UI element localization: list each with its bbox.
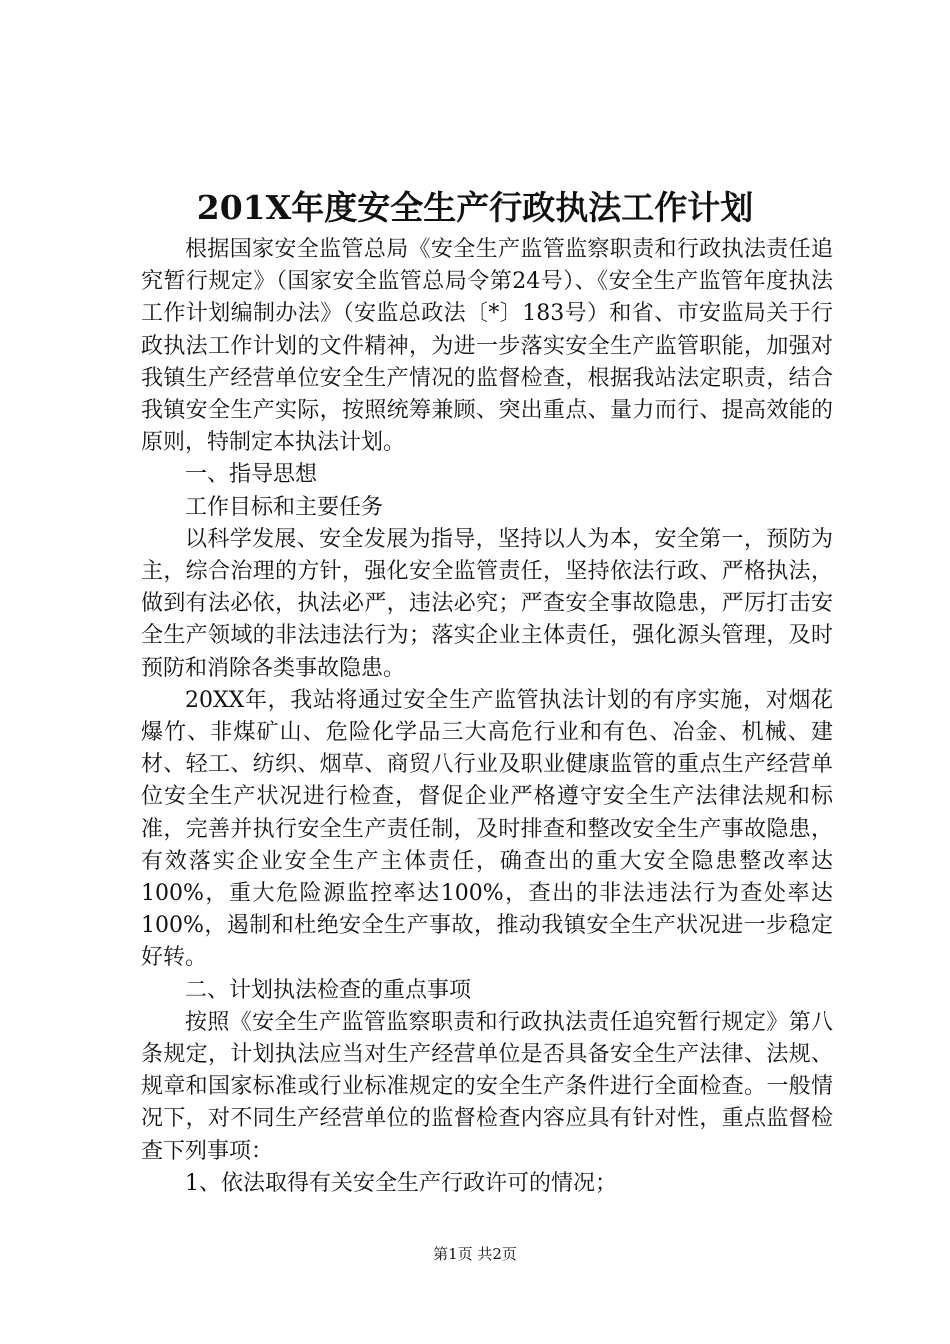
list-item-1: 1、依法取得有关安全生产行政许可的情况； bbox=[185, 1170, 617, 1196]
heading-guiding-ideology: 一、指导思想 bbox=[185, 462, 318, 488]
page-footer: 第1页 共2页 bbox=[433, 1245, 517, 1263]
paragraph-guidance: 以科学发展、安全发展为指导，坚持以人为本，安全第一，预防为主，综合治理的方针，强化安全监管责任，坚持依法行政、严格执法，做到有法必依，执法必严，违法必究；严查安全事故隐患，严厉打击安全生产领域的非法违法行为；落实企业主体责任，强化源头管理，及时预防和消除各类事故隐患。 bbox=[141, 526, 833, 681]
paragraph-inspection-rules: 按照《安全生产监管监察职责和行政执法责任追究暂行规定》第八条规定，计划执法应当对生产经营单位是否具备安全生产法律、法规、规章和国家标准或行业标准规定的安全生产条件进行全面检查。一般情况下，对不同生产经营单位的监督检查内容应具有针对性，重点监督检查下列事项： bbox=[141, 1009, 833, 1164]
paragraph-intro: 根据国家安全监管总局《安全生产监管监察职责和行政执法责任追究暂行规定》（国家安全监管总局令第24号）、《安全生产监管年度执法工作计划编制办法》（安监总政法〔*〕183号）和省、市安监局关于行政执法工作计划的文件精神，为进一步落实安全生产监管职能，加强对我镇生产经营单位安全生产情况的监督检查，根据我站法定职责，结合我镇安全生产实际，按照统筹兼顾、突出重点、量力而行、提高效能的原则，特制定本执法计划。 bbox=[141, 237, 833, 456]
heading-goals-and-tasks: 工作目标和主要任务 bbox=[185, 494, 384, 520]
heading-key-inspection-items: 二、计划执法检查的重点事项 bbox=[185, 977, 472, 1003]
document-body bbox=[141, 234, 833, 1200]
document-title: 201X年度安全生产行政执法工作计划 bbox=[196, 188, 754, 227]
paragraph-annual-plan: 20XX年，我站将通过安全生产监管执法计划的有序实施，对烟花爆竹、非煤矿山、危险化学品三大高危行业和有色、冶金、机械、建材、轻工、纺织、烟草、商贸八行业及职业健康监管的重点生产经营单位安全生产状况进行检查，督促企业严格遵守安全生产法律法规和标准，完善并执行安全生产责任制，及时排查和整改安全生产事故隐患，有效落实企业安全生产主体责任，确查出的重大安全隐患整改率达100%，重大危险源监控率达100%，查出的非法违法行为查处率达100%，遏制和杜绝安全生产事故，推动我镇安全生产状况进一步稳定好转。 bbox=[141, 687, 833, 971]
